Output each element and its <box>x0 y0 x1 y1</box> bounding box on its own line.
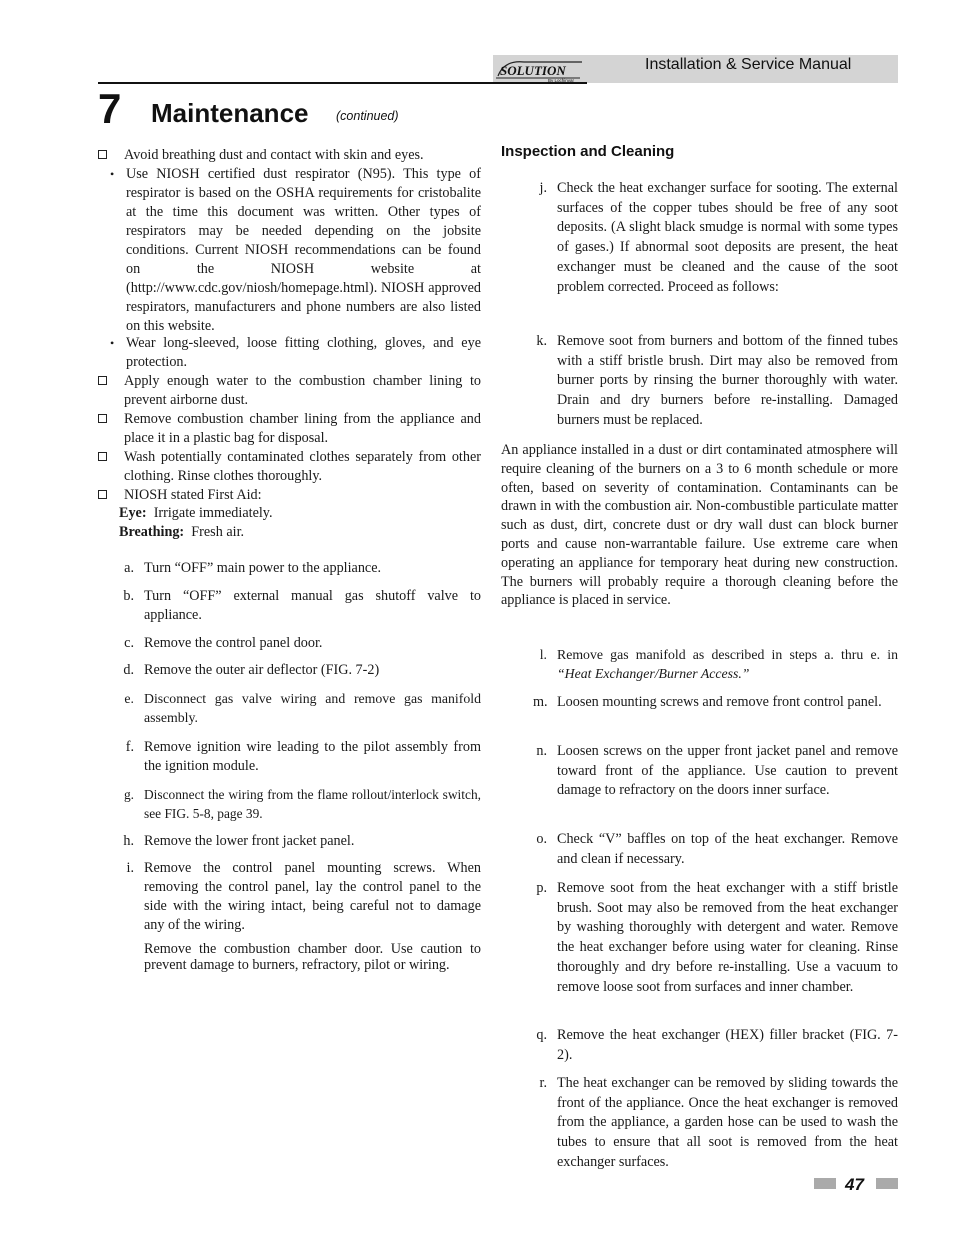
page-bar-left <box>814 1178 836 1189</box>
page-number: 47 <box>845 1175 864 1194</box>
svg-text:SOLUTION: SOLUTION <box>500 63 566 78</box>
checkbox-icon <box>98 414 107 423</box>
section-continued: (continued) <box>336 109 399 123</box>
checkbox-icon <box>98 490 107 499</box>
checkbox-icon <box>98 150 107 159</box>
first-aid-eye: Eye: Irrigate immediately. <box>119 505 273 521</box>
bullet-icon: • <box>110 167 115 181</box>
contamination-paragraph: An appliance installed in a dust or dirt contaminated atmosphere will require cleaning of the burners on a 3 to 6 month schedule or more often, based on severity of contamination. Contaminants can be drawn in with the combustion air. Non-combustible particulate matter such as dust, dirt, concrete dust or dry wall dust can block burner ports and cause non-warrantable failure. Use extreme care when operating an appliance for temporary heat during new construction. The burners will probably require a thorough cleaning before the appliance is placed in service. <box>501 442 898 609</box>
bullet-icon: • <box>110 336 115 350</box>
section-title: Maintenance <box>151 98 309 128</box>
svg-text:By Lochinvar: By Lochinvar <box>548 78 575 82</box>
header-rule <box>98 82 587 84</box>
checkbox-icon <box>98 376 107 385</box>
page-bar-right <box>876 1178 898 1189</box>
checkbox-icon <box>98 452 107 461</box>
inspection-heading: Inspection and Cleaning <box>501 143 675 160</box>
section-number: 7 <box>98 85 122 132</box>
manual-title: Installation & Service Manual <box>645 56 852 73</box>
first-aid-breathing: Breathing: Fresh air. <box>119 524 245 540</box>
solution-logo <box>494 56 586 82</box>
